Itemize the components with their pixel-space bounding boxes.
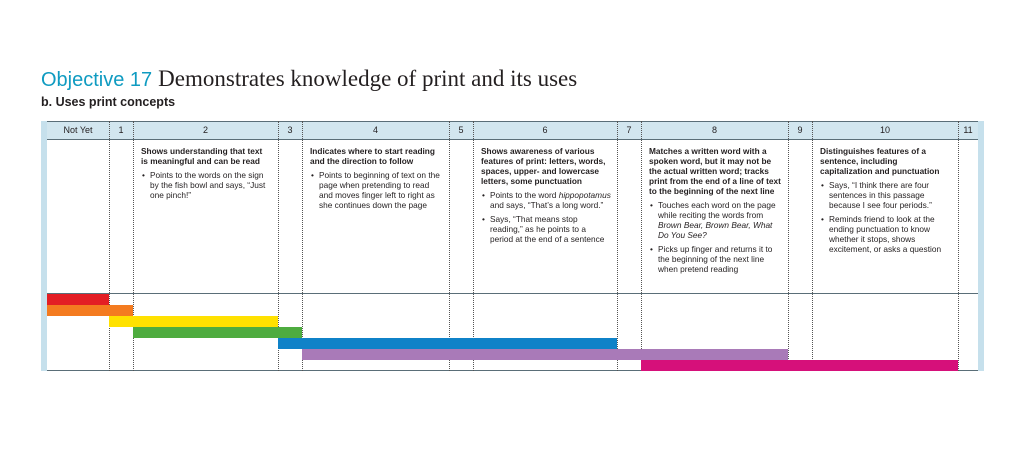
descriptor-heading: Distinguishes features of a sentence, including capitalization and punctuation bbox=[820, 146, 940, 176]
progression-bar-red bbox=[47, 294, 109, 305]
column-divider bbox=[641, 121, 642, 371]
column-header-4: 4 bbox=[372, 125, 378, 135]
descriptor-heading: Shows awareness of various features of print: letters, words, spaces, upper- and lowercase letters, some punctuation bbox=[481, 146, 606, 186]
descriptor-level-2 bbox=[141, 146, 271, 204]
table-left-border bbox=[41, 121, 47, 371]
descriptor-level-4 bbox=[310, 146, 442, 214]
column-header-3: 3 bbox=[287, 125, 293, 135]
descriptor-heading: Matches a written word with a spoken word, but it may not be the actual written word; tracks print from the end of a line of text to the beginning of the next line bbox=[649, 146, 781, 196]
descriptor-heading: Indicates where to start reading and the direction to follow bbox=[310, 146, 435, 166]
objective-text: Demonstrates knowledge of print and its uses bbox=[158, 66, 578, 91]
descriptor-level-6 bbox=[481, 146, 611, 248]
progression-bar-magenta bbox=[641, 360, 958, 371]
progression-bar-yellow bbox=[109, 316, 278, 327]
progression-bar-blue bbox=[278, 338, 617, 349]
descriptor-example: • Points to beginning of text on the page when pretending to read and moves finger left to right as she continues down the page bbox=[310, 170, 442, 210]
descriptor-level-8 bbox=[649, 146, 782, 278]
page-title bbox=[41, 66, 577, 92]
column-header-2: 2 bbox=[202, 125, 208, 135]
column-divider bbox=[617, 121, 618, 371]
objective-label: Objective 17 bbox=[41, 69, 153, 91]
progression-separator bbox=[47, 293, 978, 294]
column-header-7: 7 bbox=[626, 125, 632, 135]
column-header-8: 8 bbox=[711, 125, 717, 135]
progression-bar-orange bbox=[47, 305, 133, 316]
column-header-5: 5 bbox=[458, 125, 464, 135]
column-header-6: 6 bbox=[542, 125, 548, 135]
progression-bar-green bbox=[133, 327, 302, 338]
column-header-9: 9 bbox=[797, 125, 803, 135]
column-header-11: 11 bbox=[963, 125, 973, 135]
column-divider bbox=[473, 121, 474, 371]
descriptor-example: • Says, “I think there are four sentences in this passage because I see four periods.” bbox=[820, 180, 952, 210]
descriptor-example: • Says, “That means stop reading,” as he points to a period at the end of a sentence bbox=[481, 214, 611, 244]
column-divider bbox=[788, 121, 789, 371]
level-header-row bbox=[41, 121, 984, 140]
column-divider bbox=[302, 121, 303, 371]
column-header-10: 10 bbox=[879, 125, 890, 135]
column-divider bbox=[812, 121, 813, 371]
descriptor-example: • Touches each word on the page while reciting the words from Brown Bear, Brown Bear, What Do You See? bbox=[649, 200, 782, 240]
progression-bar-purple bbox=[302, 349, 788, 360]
descriptor-example: • Points to the words on the sign by the fish bowl and says, “Just one pinch!” bbox=[141, 170, 271, 200]
descriptor-example: • Reminds friend to look at the ending punctuation to know whether it stops, shows excitement, or asks a question bbox=[820, 214, 952, 254]
table-right-border bbox=[978, 121, 984, 371]
column-header-not-yet: Not Yet bbox=[63, 125, 93, 135]
column-divider bbox=[109, 121, 110, 371]
descriptor-example: • Points to the word hippopotamus and says, “That’s a long word.” bbox=[481, 190, 611, 210]
descriptor-example: • Picks up finger and returns it to the beginning of the next line when pretend reading bbox=[649, 244, 782, 274]
descriptor-level-10 bbox=[820, 146, 952, 258]
column-divider bbox=[958, 121, 959, 371]
column-divider bbox=[449, 121, 450, 371]
descriptor-heading: Shows understanding that text is meaningful and can be read bbox=[141, 146, 263, 166]
column-header-1: 1 bbox=[118, 125, 124, 135]
subtitle: b. Uses print concepts bbox=[41, 95, 176, 109]
